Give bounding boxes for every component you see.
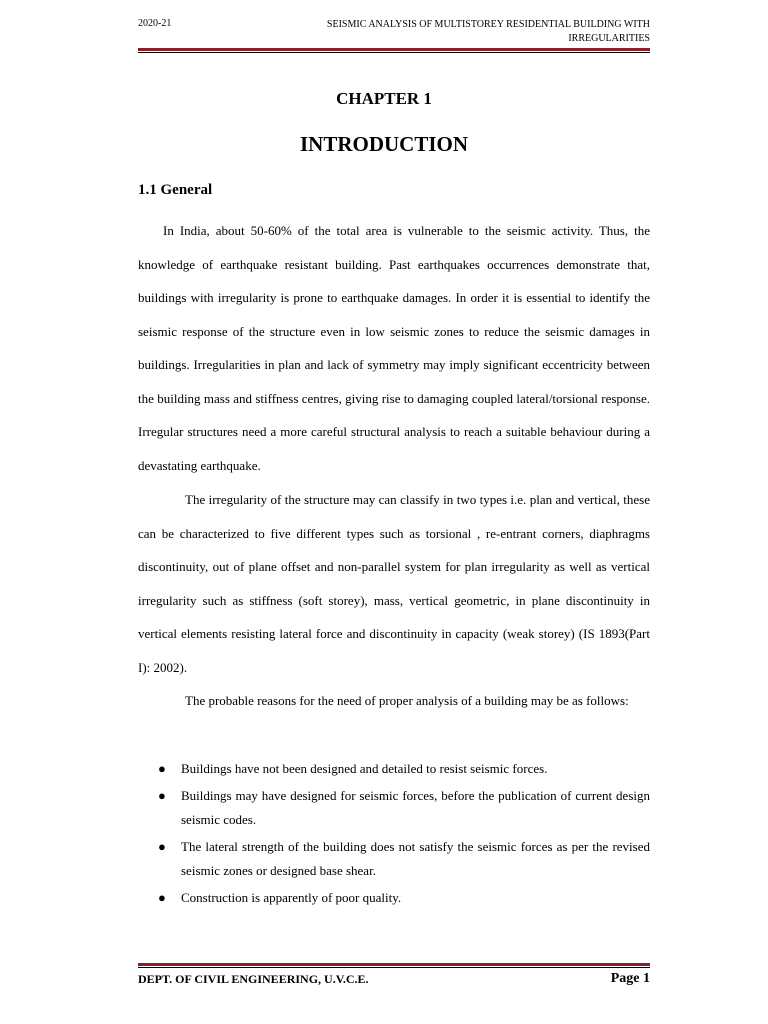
header-title-line2: IRREGULARITIES [568,33,650,44]
header-year: 2020-21 [138,18,172,29]
footer-department: DEPT. OF CIVIL ENGINEERING, U.V.C.E. [138,972,369,986]
list-item [138,784,650,833]
bullet-icon: ● [158,838,166,854]
bullet-icon: ● [158,787,166,803]
paragraph-intro: In India, about 50-60% of the total area is vulnerable to the seismic activity. Thus, the knowledge of earthquake resistant building. Past earthquakes occurrences demonstrate that, buildings with irregularity is prone to earthquake damages. In order it is essential to identify the seismic response of the structure even in low seismic zones to reduce the seismic damages in buildings. Irregularities in plan and lack of symmetry may imply significant eccentricity between the building mass and stiffness centres, giving rise to damaging coupled lateral/torsional response. Irregular structures need a more careful structural analysis to reach a suitable behaviour during a devastating earthquake. [138,223,650,473]
page-header [138,18,650,48]
reasons-list [138,757,650,912]
list-item-text: Buildings have not been designed and detailed to resist seismic forces. [181,761,548,776]
paragraph-reasons: The probable reasons for the need of proper analysis of a building may be as follows: [185,693,629,708]
list-item [138,886,650,911]
list-item-text: Buildings may have designed for seismic forces, before the publication of current design seismic codes. [181,787,650,827]
list-item-text: Construction is apparently of poor quality. [181,889,402,905]
footer-rule-accent [138,963,650,966]
page-number: Page 1 [610,971,650,986]
list-item [138,835,650,884]
list-item [138,757,650,782]
header-rule-thin [138,52,650,53]
header-title-line1: SEISMIC ANALYSIS OF MULTISTOREY RESIDENTIAL BUILDING WITH [326,19,650,30]
bullet-icon: ● [158,761,166,776]
header-title [270,18,650,46]
chapter-title: INTRODUCTION [299,132,469,156]
section-heading: 1.1 General [138,182,213,198]
footer-rule-thin [138,967,650,968]
list-item-text: The lateral strength of the building does not satisfy the seismic forces as per the revised seismic zones or designed base shear. [181,838,650,878]
chapter-number: CHAPTER 1 [336,89,432,108]
bullet-icon: ● [158,889,166,905]
paragraph-irregularity: The irregularity of the structure may can classify in two types i.e. plan and vertical, these can be characterized to five different types such as torsional , re-entrant corners, diaphragms discontinuity, out of plane offset and non-parallel system for plan irregularity as well as vertical irregularity such as stiffness (soft storey), mass, vertical geometric, in plane discontinuity in vertical elements resisting lateral force and discontinuity in capacity (weak storey) (IS 1893(Part I): 2002). [138,492,650,675]
header-rule-accent [138,48,650,51]
